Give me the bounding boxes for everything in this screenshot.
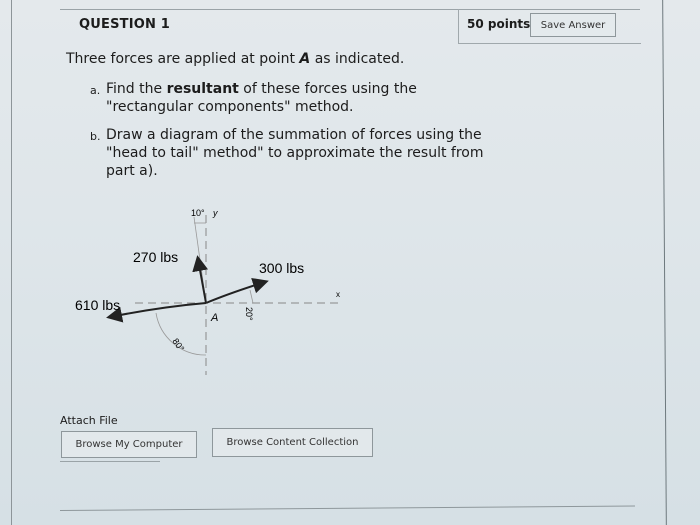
- force-270-arrow: [198, 259, 206, 303]
- intro-text-end: as indicated.: [310, 51, 405, 67]
- question-title: QUESTION 1: [79, 17, 171, 32]
- points-value: 50 points: [467, 17, 531, 31]
- divider-short: [60, 461, 160, 462]
- browse-my-computer-button[interactable]: Browse My Computer: [61, 431, 197, 458]
- force-610-arrow: [110, 303, 206, 317]
- part-a-text: Find the: [106, 81, 167, 97]
- save-answer-button[interactable]: Save Answer: [530, 13, 616, 37]
- point-a-label: A: [211, 312, 219, 324]
- part-b-text: Draw a diagram of the summation of forces using the "head to tail" method" to approximate the result from part a).: [106, 127, 484, 179]
- y-axis-label: y: [213, 208, 218, 218]
- intro-point: A: [299, 51, 311, 67]
- part-a-bold: resultant: [166, 81, 239, 97]
- force-610-label: 610 lbs: [75, 297, 121, 313]
- angle-20-label: 20°: [244, 307, 254, 321]
- x-axis-label: x: [336, 290, 340, 299]
- question-part-a: [90, 80, 436, 116]
- intro-text: Three forces are applied at point: [66, 51, 300, 67]
- part-a-marker: a.: [90, 84, 101, 97]
- question-intro: [66, 51, 404, 67]
- question-part-b: [90, 126, 506, 180]
- force-270-label: 270 lbs: [133, 249, 179, 265]
- part-a-text-end: of these forces using the "rectangular components" method.: [106, 81, 417, 115]
- force-300-label: 300 lbs: [259, 260, 305, 276]
- angle-10-label: 10°: [191, 208, 205, 218]
- part-b-marker: b.: [90, 130, 101, 143]
- attach-file-label: Attach File: [60, 414, 118, 427]
- divider-bottom: [60, 505, 635, 511]
- browse-content-collection-button[interactable]: Browse Content Collection: [212, 428, 373, 457]
- force-300-arrow: [206, 282, 265, 303]
- window-edge-right: [662, 0, 667, 525]
- angle-arc-20: [250, 290, 253, 303]
- window-edge-left: [11, 0, 12, 525]
- force-diagram: [60, 195, 360, 385]
- angle-80-label: 80°: [170, 336, 187, 354]
